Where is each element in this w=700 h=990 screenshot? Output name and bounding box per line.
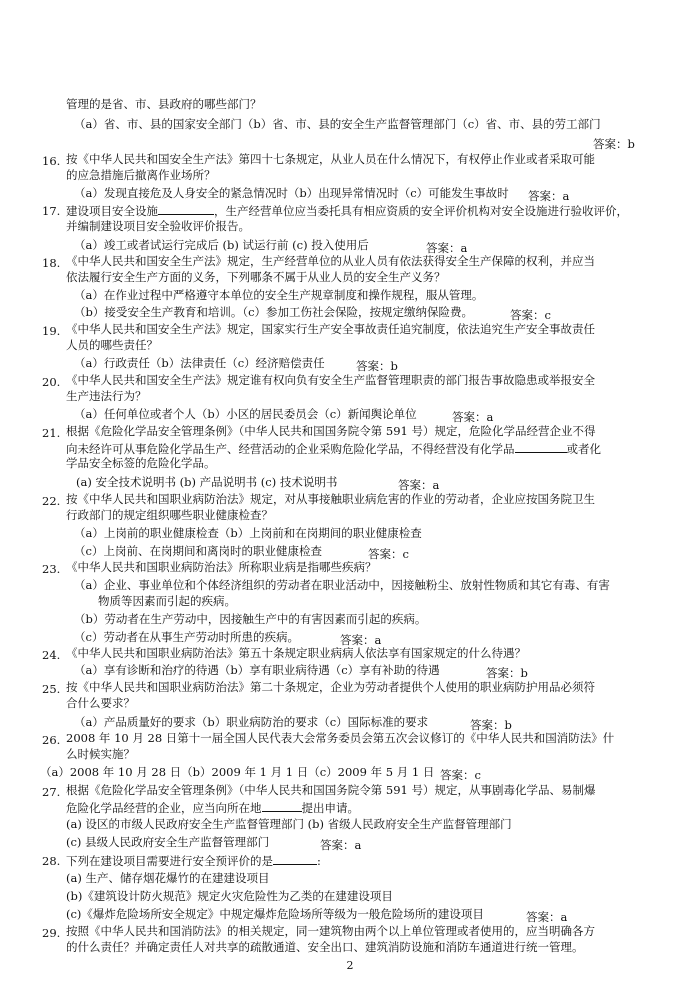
q15-answer: 答案：b	[593, 137, 635, 151]
fill-blank	[262, 801, 302, 812]
q23-option-cont: 物质等因素而引起的疾病。	[98, 594, 236, 608]
q20-number: 20.	[42, 375, 61, 389]
fill-blank	[515, 442, 567, 453]
q22-text-line: 行政部门的规定组织哪些职业健康检查？	[66, 508, 273, 522]
q26-text-line: 2008 年 10 月 28 日第十一届全国人民代表大会常务委员会第五次会议修订的《中华人民共和国消防法》什	[66, 731, 615, 745]
q24-answer: 答案：b	[486, 666, 528, 680]
q19-number: 19.	[42, 324, 61, 338]
q27-option: (a) 设区的市级人民政府安全生产监督管理部门 (b) 省级人民政府安全生产监督管理部门	[66, 817, 512, 831]
q16-text-line: 的应急措施后撤离作业场所？	[66, 168, 216, 182]
q19-options: （a）行政责任（b）法律责任（c）经济赔偿责任	[74, 356, 325, 370]
q28-answer: 答案：a	[526, 910, 568, 924]
q29-text-line: 按照《中华人民共和国消防法》的相关规定，同一建筑物由两个以上单位管理或者使用的，应当明确各方	[66, 924, 595, 938]
q19-text-line: 人员的哪些责任？	[66, 338, 158, 352]
q20-options: （a）任何单位或者个人（b）小区的居民委员会（c）新闻舆论单位	[74, 407, 417, 421]
q23-answer: 答案：a	[340, 633, 382, 647]
q22-number: 22.	[42, 494, 61, 508]
q28-option: (a) 生产、储存烟花爆竹的在建建设项目	[66, 871, 270, 885]
q28-number: 28.	[42, 854, 61, 868]
q23-number: 23.	[42, 562, 61, 576]
q20-answer: 答案：a	[452, 410, 494, 424]
q21-options: (a) 安全技术说明书 (b) 产品说明书 (c) 技术说明书	[76, 475, 338, 489]
q17-text-line: 并编制建设项目安全验收评价报告。	[66, 219, 250, 233]
q22-option: （c）上岗前、在岗期间和离岗时的职业健康检查	[74, 544, 322, 558]
q29-text-line: 的什么责任？并确定责任人对共享的疏散通道、安全出口、建筑消防设施和消防车通道进行统一管理。	[66, 940, 584, 954]
q28-text-line: 下列在建设项目需要进行安全预评价的是 :	[66, 854, 321, 868]
q21-text-line: 向未经许可从事危险化学品生产、经营活动的企业采购危险化学品，不得经营没有化学品 或者化	[66, 442, 601, 456]
q24-number: 24.	[42, 648, 61, 662]
q18-option: （b）接受安全生产教育和培训。（c）参加工伤社会保险，按规定缴纳保险费。	[74, 305, 474, 319]
q18-answer: 答案：c	[510, 308, 551, 322]
q22-option: （a）上岗前的职业健康检查（b）上岗前和在岗期间的职业健康检查	[74, 526, 422, 540]
q25-number: 25.	[42, 682, 61, 696]
q16-text-line: 按《中华人民共和国安全生产法》第四十七条规定，从业人员在什么情况下，有权停止作业或者采取可能	[66, 152, 595, 166]
q17-text-line: 建设项目安全设施 ，生产经营单位应当委托具有相应资质的安全评价机构对安全设施进行验收评价，	[66, 204, 628, 218]
q17-answer: 答案：a	[426, 241, 468, 255]
q27-option: (c) 县级人民政府安全生产监督管理部门	[66, 835, 270, 849]
q24-options: （a）享有诊断和治疗的待遇（b）享有职业病待遇（c）享有补助的待遇	[74, 663, 440, 677]
q21-number: 21.	[42, 426, 61, 440]
q27-number: 27.	[42, 785, 61, 799]
q18-option: （a）在作业过程中严格遵守本单位的安全生产规章制度和操作规程，服从管理。	[74, 288, 484, 302]
q24-text-line: 《中华人民共和国职业病防治法》第五十条规定职业病病人依法享有国家规定的什么待遇？	[66, 646, 526, 660]
q18-number: 18.	[42, 256, 61, 270]
q25-text-line: 合什么要求？	[66, 696, 135, 710]
q26-number: 26.	[42, 733, 61, 747]
q19-text-line: 《中华人民共和国安全生产法》规定，国家实行生产安全事故责任追究制度，依法追究生产安全事故责任	[66, 322, 595, 336]
q16-number: 16.	[42, 154, 61, 168]
q18-text-line: 《中华人民共和国安全生产法》规定，生产经营单位的从业人员有依法获得安全生产保障的权利，并应当	[66, 254, 595, 268]
q21-answer: 答案：a	[398, 478, 440, 492]
q25-text-line: 按《中华人民共和国职业病防治法》第二十条规定，企业为劳动者提供个人使用的职业病防护用品必须符	[66, 680, 595, 694]
q26-answer: 答案：c	[440, 768, 481, 782]
q23-text-line: 《中华人民共和国职业病防治法》所称职业病是指哪些疾病？	[66, 560, 377, 574]
q21-text-line: 学品安全标签的危险化学品。	[66, 456, 216, 470]
fill-blank	[273, 854, 317, 865]
q23-option: （a）企业、事业单位和个体经济组织的劳动者在职业活动中，因接触粉尘、放射性物质和其它有毒、有害	[74, 578, 610, 592]
q23-option: （b）劳动者在生产劳动中，因接触生产中的有害因素而引起的疾病。	[74, 612, 427, 626]
q26-options: （a）2008 年 10 月 28 日（b）2009 年 1 月 1 日（c）2009 年 5 月 1 日	[40, 765, 435, 779]
q15-options: （a）省、市、县的国家安全部门（b）省、市、县的安全生产监督管理部门（c）省、市、县的劳工部门	[74, 117, 601, 131]
q25-options: （a）产品质量好的要求（b）职业病防治的要求（c）国际标准的要求	[74, 715, 429, 729]
q22-answer: 答案：c	[368, 547, 409, 561]
q27-text-line: 根据《危险化学品安全管理条例》（中华人民共和国国务院令第 591 号）规定，从事剧毒化学品、易制爆	[66, 783, 596, 797]
q18-text-line: 依法履行安全生产方面的义务，下列哪条不属于从业人员的安全生产义务？	[66, 270, 446, 284]
q19-answer: 答案：b	[356, 359, 398, 373]
q16-options: （a）发现直接危及人身安全的紧急情况时（b）出现异常情况时（c）可能发生事故时	[74, 186, 509, 200]
q22-text-line: 按《中华人民共和国职业病防治法》规定，对从事接触职业病危害的作业的劳动者，企业应按国务院卫生	[66, 492, 595, 506]
q17-number: 17.	[42, 204, 61, 218]
q16-answer: 答案：a	[528, 189, 570, 203]
q28-option: (c)《爆炸危险场所安全规定》中规定爆炸危险场所等级为一般危险场所的建设项目	[66, 907, 484, 921]
q17-options: （a）竣工或者试运行完成后 (b) 试运行前 (c) 投入使用后	[74, 238, 369, 252]
page-number: 2	[346, 959, 354, 972]
q27-text-line: 危险化学品经营的企业，应当向所在地 提出申请。	[66, 801, 359, 815]
q20-text-line: 《中华人民共和国安全生产法》规定谁有权向负有安全生产监督管理职责的部门报告事故隐患或举报安全	[66, 373, 595, 387]
q21-text-line: 根据《危险化学品安全管理条例》（中华人民共和国国务院令第 591 号）规定，危险化学品经营企业不得	[66, 424, 596, 438]
q26-text-line: 么时候实施？	[66, 747, 135, 761]
q23-option: （c）劳动者在从事生产劳动时所患的疾病。	[74, 630, 299, 644]
q15-text-line: 管理的是省、市、县政府的哪些部门？	[66, 97, 262, 111]
q27-answer: 答案：a	[320, 838, 362, 852]
q29-number: 29.	[42, 926, 61, 940]
q20-text-line: 生产违法行为？	[66, 389, 147, 403]
q25-answer: 答案：b	[470, 718, 512, 732]
fill-blank	[158, 204, 214, 215]
q28-option: (b)《建筑设计防火规范》规定火灾危险性为乙类的在建建设项目	[66, 889, 393, 903]
